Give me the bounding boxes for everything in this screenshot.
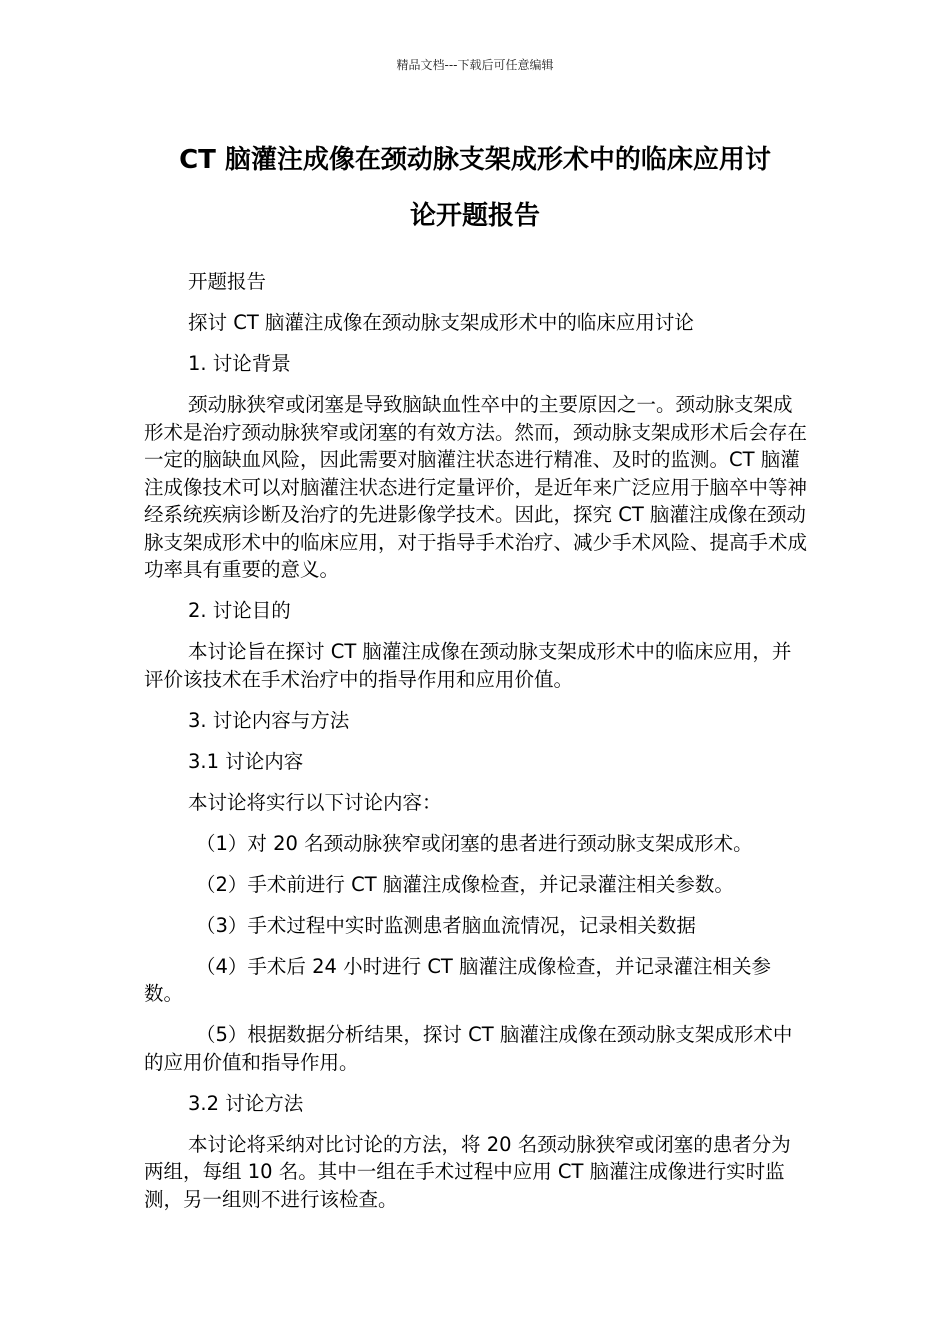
heading-method: 3.2 讨论方法 — [188, 1091, 304, 1115]
list-item-1: （1）对 20 名颈动脉狭窄或闭塞的患者进行颈动脉支架成形术。 — [196, 831, 753, 855]
heading-content: 3.1 讨论内容 — [188, 749, 304, 773]
topic-line: 探讨 CT 脑灌注成像在颈动脉支架成形术中的临床应用讨论 — [188, 311, 694, 334]
list-item-5: （5）根据数据分析结果，探讨 CT 脑灌注成像在颈动脉支架成形术中的应用价值和指导作用。 — [144, 1023, 793, 1074]
title-line-1: CT 脑灌注成像在颈动脉支架成形术中的临床应用讨 — [179, 145, 771, 175]
heading-background: 1. 讨论背景 — [188, 352, 291, 375]
section-label: 开题报告 — [188, 270, 267, 293]
document-body — [144, 268, 808, 1227]
title-line-2: 论开题报告 — [409, 201, 540, 231]
paragraph-method: 本讨论将采纳对比讨论的方法，将 20 名颈动脉狭窄或闭塞的患者分为两组，每组 10 名。其中一组在手术过程中应用 CT 脑灌注成像进行实时监测，另一组则不进行该检查。 — [144, 1132, 791, 1211]
list-item-3: （3）手术过程中实时监测患者脑血流情况，记录相关数据 — [196, 913, 696, 937]
paragraph-content-intro: 本讨论将实行以下讨论内容： — [188, 790, 442, 814]
heading-content-method: 3. 讨论内容与方法 — [188, 708, 350, 732]
list-item-2: （2）手术前进行 CT 脑灌注成像检查，并记录灌注相关参数。 — [196, 872, 734, 896]
list-item-4: （4）手术后 24 小时进行 CT 脑灌注成像检查，并记录灌注相关参数。 — [144, 954, 772, 1005]
heading-purpose: 2. 讨论目的 — [188, 599, 291, 622]
document-title — [140, 132, 810, 244]
page-header-note: 精品文档---下载后可任意编辑 — [396, 58, 554, 72]
paragraph-background: 颈动脉狭窄或闭塞是导致脑缺血性卒中的主要原因之一。颈动脉支架成形术是治疗颈动脉狭窄或闭塞的有效方法。然而，颈动脉支架成形术后会存在一定的脑缺血风险，因此需要对脑灌注状态进行精准、及时的监测。CT 脑灌注成像技术可以对脑灌注状态进行定量评价，是近年来广泛应用于脑卒中等神经系统疾病诊断及治疗的先进影像学技术。因此，探究 CT 脑灌注成像在颈动脉支架成形术中的临床应用，对于指导手术治疗、减少手术风险、提高手术成功率具有重要的意义。 — [144, 393, 808, 581]
paragraph-purpose: 本讨论旨在探讨 CT 脑灌注成像在颈动脉支架成形术中的临床应用，并评价该技术在手术治疗中的指导作用和应用价值。 — [144, 640, 792, 691]
